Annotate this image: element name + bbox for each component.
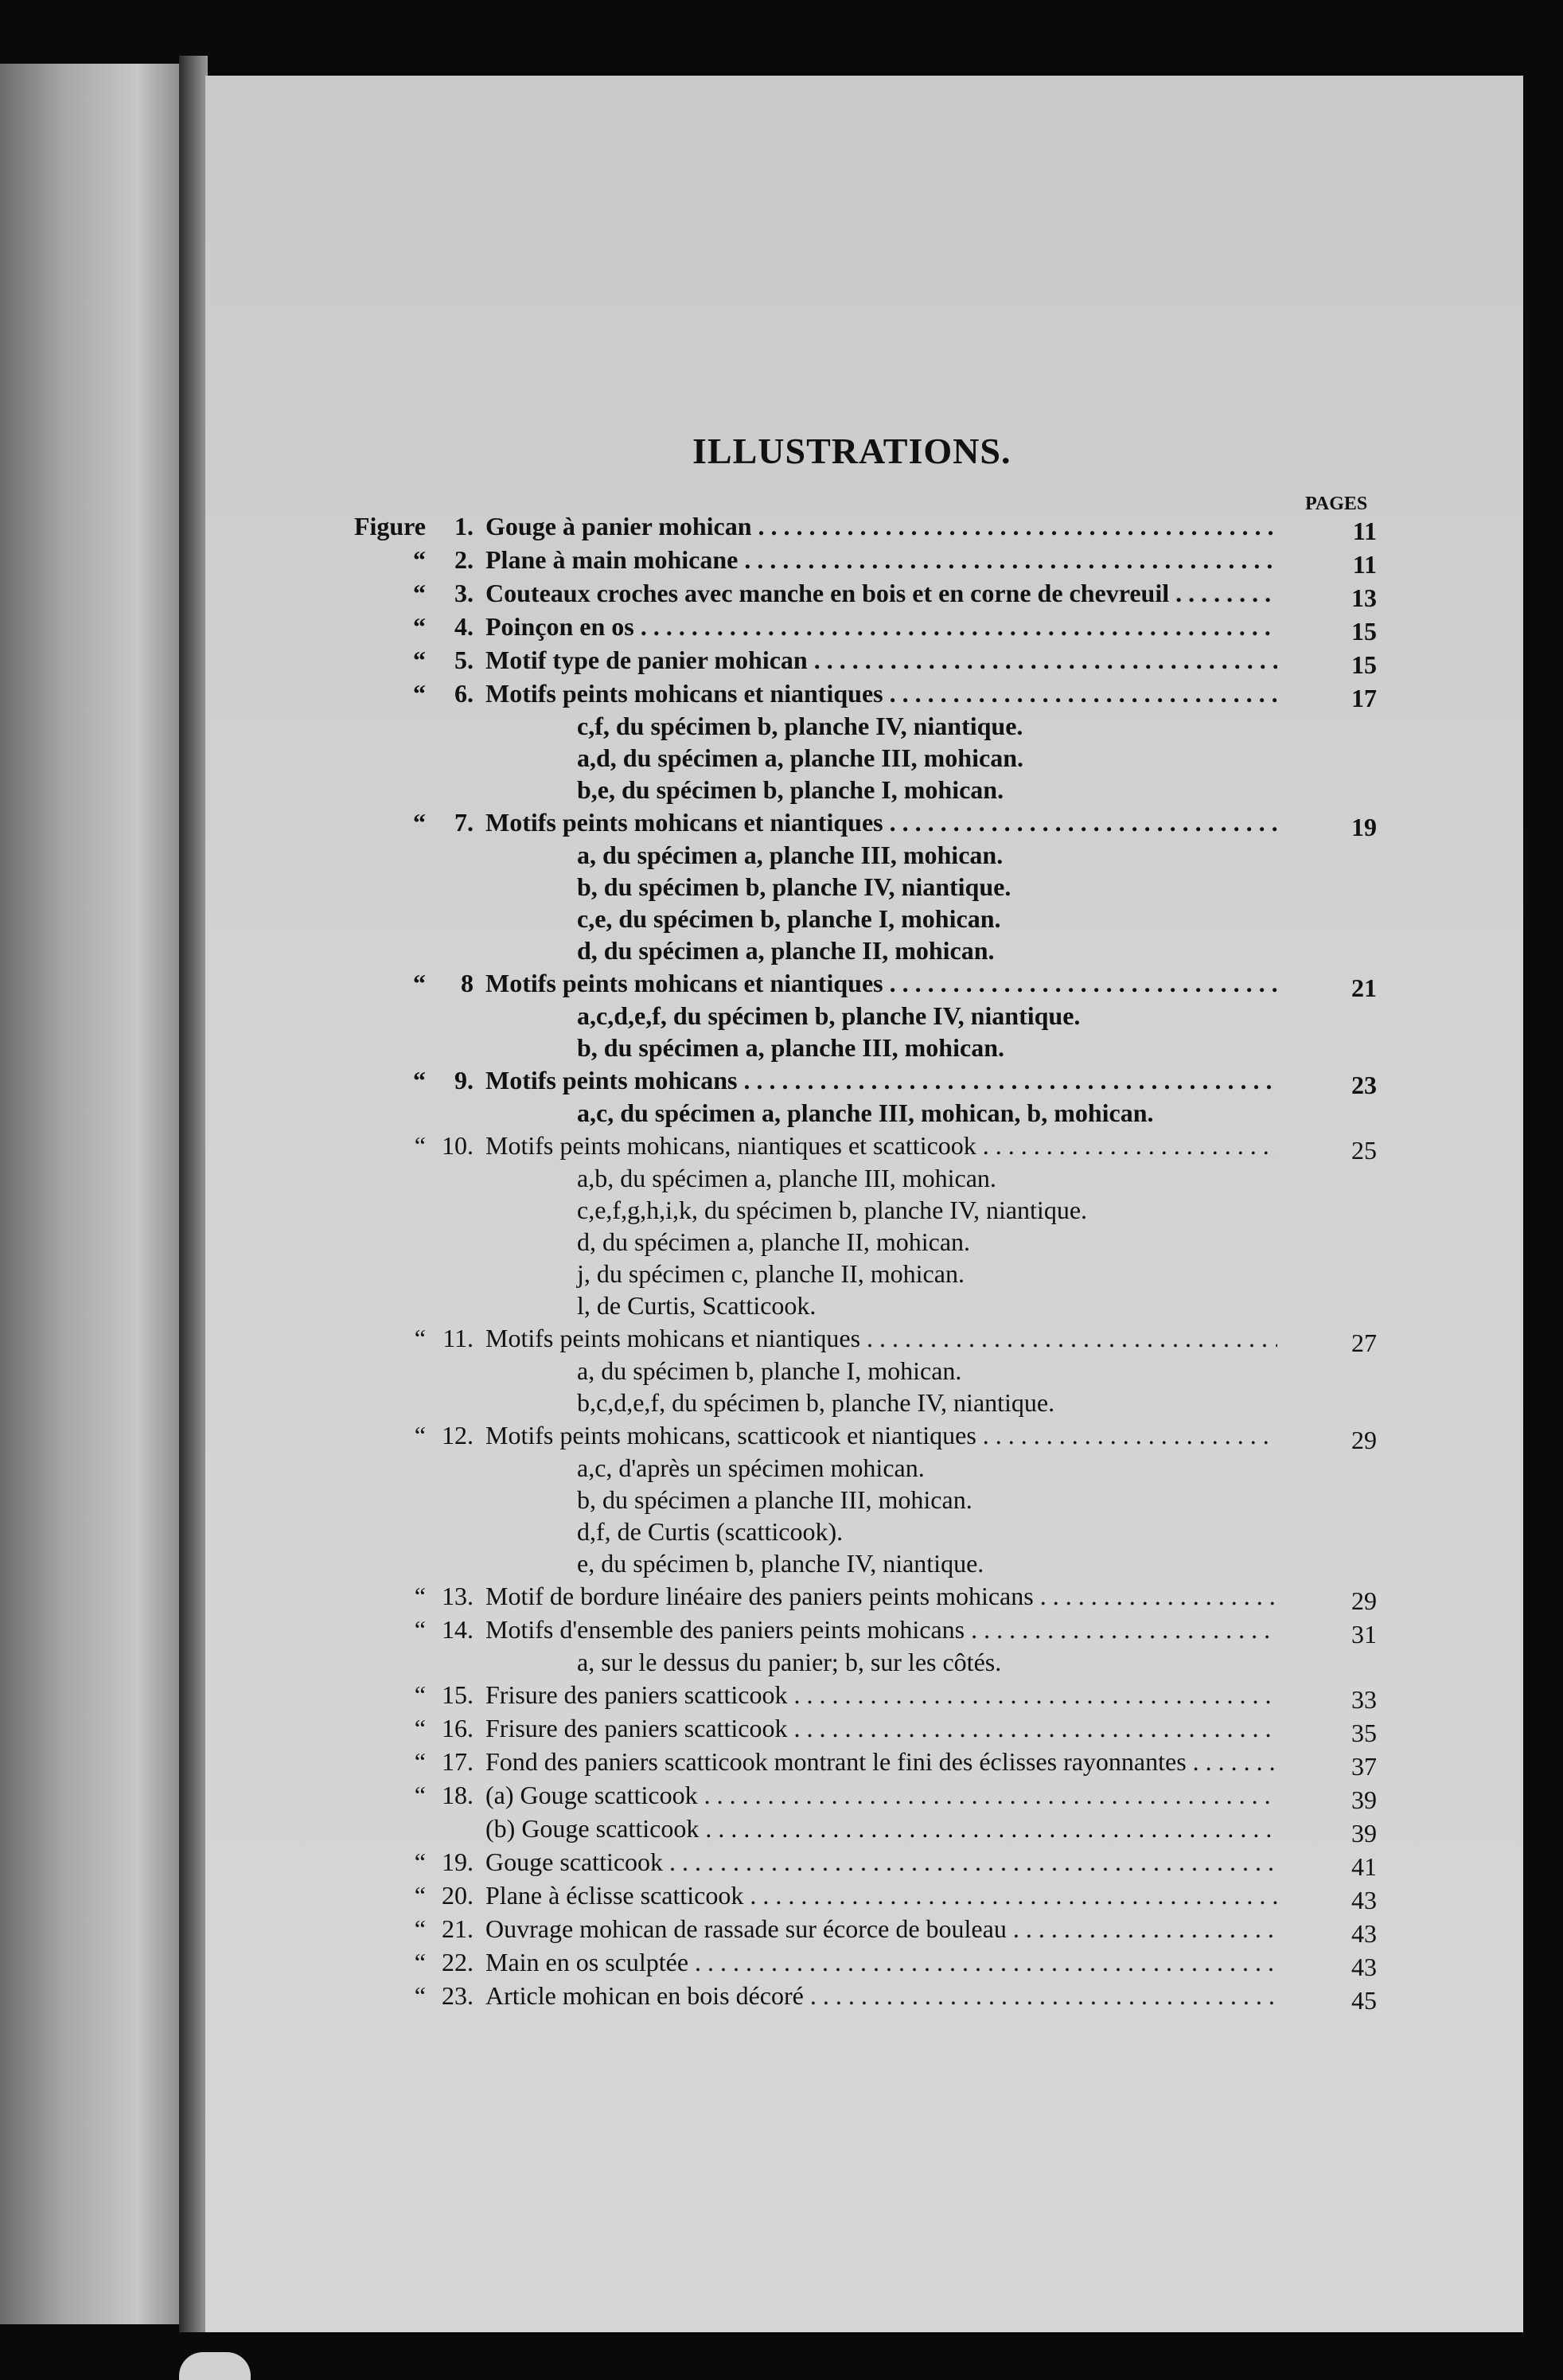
figure-number: 18.: [442, 1781, 474, 1809]
figure-prefix: “: [413, 579, 426, 607]
figure-title: Gouge à panier mohican . . .: [485, 509, 1277, 543]
figure-prefix: Figure: [353, 512, 426, 540]
figure-number: 1.: [454, 512, 474, 540]
list-item: [302, 610, 1377, 646]
page-number: 29: [1351, 1586, 1377, 1615]
left-page-edge: [0, 64, 183, 2324]
page-number: 43: [1351, 1886, 1377, 1914]
figure-number: 3.: [454, 579, 474, 607]
figure-number: 21.: [442, 1914, 474, 1943]
list-item: [302, 1063, 1377, 1097]
figure-title: Plane à éclisse scatticook . . .: [485, 1879, 1277, 1912]
figure-sub-caption: l, de Curtis, Scatticook.: [577, 1291, 817, 1320]
figure-prefix: “: [414, 1680, 426, 1709]
figure-number: 10.: [442, 1131, 474, 1160]
page-number: 13: [1351, 583, 1377, 612]
list-item: [302, 643, 1377, 677]
figure-number: 9.: [454, 1066, 474, 1094]
book-gutter: [179, 56, 208, 2332]
list-item: [302, 1845, 1377, 1879]
page-number: 29: [1351, 1426, 1377, 1454]
figure-prefix: “: [413, 646, 426, 674]
figure-prefix: “: [414, 1714, 426, 1742]
list-item: [302, 509, 1377, 543]
figure-prefix: “: [414, 1914, 426, 1943]
figure-sub-caption: b, du spécimen b, planche IV, niantique.: [577, 872, 1011, 901]
figure-sub-caption: b,c,d,e,f, du spécimen b, planche IV, niantique.: [577, 1388, 1055, 1417]
figure-number: 5.: [454, 646, 474, 674]
figure-number: 11.: [442, 1324, 474, 1352]
page-number: 37: [1351, 1752, 1377, 1781]
figure-sub-caption: a,c, du spécimen a, planche III, mohican, b, mohican.: [577, 1098, 1154, 1127]
list-item: [302, 1678, 1377, 1714]
page-number: 39: [1351, 1785, 1377, 1814]
figure-sub-caption: b, du spécimen a planche III, mohican.: [577, 1485, 972, 1514]
page-title: ILLUSTRATIONS.: [692, 431, 1011, 471]
figure-number: 14.: [442, 1615, 474, 1644]
list-item: [302, 1745, 1377, 1781]
figure-number: 19.: [442, 1847, 474, 1876]
list-item: [302, 1613, 1377, 1646]
figure-sub-caption: a,d, du spécimen a, planche III, mohican.: [577, 743, 1023, 772]
page-number: 45: [1351, 1986, 1377, 2015]
figure-sub-caption: a,b, du spécimen a, planche III, mohican.: [577, 1164, 996, 1192]
figure-prefix: “: [414, 1324, 426, 1352]
list-item: [302, 1129, 1377, 1165]
figure-prefix: “: [413, 808, 426, 837]
figure-number: 12.: [442, 1421, 474, 1449]
figure-number: 23.: [442, 1981, 474, 2010]
list-item: [302, 1321, 1377, 1355]
figure-number: 6.: [454, 679, 474, 708]
figure-title: (b) Gouge scatticook . . .: [485, 1812, 1277, 1845]
figure-sub-caption: j, du spécimen c, planche II, mohican.: [577, 1259, 965, 1288]
page-number: 35: [1351, 1719, 1377, 1747]
figure-sub-caption: a, du spécimen a, planche III, mohican.: [577, 841, 1004, 869]
list-item: [302, 1418, 1377, 1452]
figure-prefix: “: [414, 1421, 426, 1449]
figure-number: 15.: [442, 1680, 474, 1709]
figure-prefix: “: [413, 969, 426, 997]
figure-title: Article mohican en bois décoré . . .: [485, 1979, 1277, 2012]
figure-sub-caption: d,f, de Curtis (scatticook).: [577, 1517, 844, 1546]
page-number: 21: [1351, 973, 1377, 1002]
list-item: [302, 1912, 1377, 1948]
figure-prefix: “: [413, 1066, 426, 1094]
figure-prefix: “: [414, 1881, 426, 1910]
figure-sub-caption: b, du spécimen a, planche III, mohican.: [577, 1033, 1004, 1062]
list-item: [302, 966, 1377, 1000]
figure-title: Motifs peints mohicans et niantiques . . .: [485, 966, 1277, 1000]
page-number: 43: [1351, 1953, 1377, 1981]
figure-number: 17.: [442, 1747, 474, 1776]
figure-title: Plane à main mohicane . . .: [485, 543, 1277, 576]
figure-title: Main en os sculptée . . .: [485, 1945, 1277, 1979]
figure-prefix: “: [414, 1582, 426, 1610]
page-number: 27: [1351, 1329, 1377, 1357]
figure-sub-caption: d, du spécimen a, planche II, mohican.: [577, 1227, 971, 1256]
figure-prefix: “: [414, 1981, 426, 2010]
page-number: 25: [1351, 1136, 1377, 1165]
page-number: 15: [1351, 650, 1377, 679]
page-number: 19: [1351, 813, 1377, 841]
figure-number: 4.: [454, 612, 474, 641]
page-number: 17: [1351, 684, 1377, 712]
figure-sub-caption: b,e, du spécimen b, planche I, mohican.: [577, 775, 1004, 804]
figure-prefix: “: [414, 1747, 426, 1776]
figure-title: Ouvrage mohican de rassade sur écorce de bouleau . . .: [485, 1912, 1277, 1945]
figure-number: 22.: [442, 1948, 474, 1976]
figure-prefix: “: [414, 1847, 426, 1876]
figure-title: Couteaux croches avec manche en bois et en corne de chevreuil . . .: [485, 576, 1277, 610]
list-item: [302, 1945, 1377, 1979]
list-item: [302, 806, 1377, 839]
figure-title: Motifs peints mohicans et niantiques . . .: [485, 677, 1277, 710]
list-item: [302, 1812, 1377, 1845]
figure-sub-caption: d, du spécimen a, planche II, mohican.: [577, 936, 995, 965]
figure-sub-caption: c,f, du spécimen b, planche IV, niantique.: [577, 712, 1023, 740]
figure-number: 8: [461, 969, 474, 997]
illustrations-list: [302, 509, 1377, 2015]
figure-prefix: “: [414, 1615, 426, 1644]
figure-title: Motifs peints mohicans, niantiques et scatticook . . .: [485, 1129, 1277, 1162]
figure-title: Fond des paniers scatticook montrant le fini des éclisses rayonnantes . . .: [485, 1745, 1277, 1778]
page-number: 11: [1352, 550, 1377, 579]
figure-number: 16.: [442, 1714, 474, 1742]
figure-sub-caption: e, du spécimen b, planche IV, niantique.: [577, 1549, 984, 1578]
figure-prefix: “: [413, 545, 426, 574]
figure-title: Motifs peints mohicans, scatticook et niantiques . . .: [485, 1418, 1277, 1452]
figure-sub-caption: a, du spécimen b, planche I, mohican.: [577, 1356, 962, 1385]
list-item: [302, 1778, 1377, 1812]
figure-prefix: “: [414, 1781, 426, 1809]
list-item: [302, 1979, 1377, 2015]
figure-number: 7.: [454, 808, 474, 837]
figure-title: Motifs peints mohicans . . .: [485, 1063, 1277, 1097]
figure-sub-caption: a,c, d'après un spécimen mohican.: [577, 1453, 925, 1482]
figure-prefix: “: [413, 612, 426, 641]
page-number: 39: [1351, 1819, 1377, 1847]
figure-title: Motifs peints mohicans et niantiques . . .: [485, 806, 1277, 839]
list-item: [302, 1579, 1377, 1613]
page-number: 23: [1351, 1071, 1377, 1099]
figure-sub-caption: c,e, du spécimen b, planche I, mohican.: [577, 904, 1001, 933]
figure-title: Poinçon en os . . .: [485, 610, 1277, 643]
page-number: 31: [1351, 1620, 1377, 1648]
figure-title: Motif de bordure linéaire des paniers peints mohicans . . .: [485, 1579, 1277, 1613]
list-item: [302, 677, 1377, 710]
figure-number: 20.: [442, 1881, 474, 1910]
figure-sub-caption: a,c,d,e,f, du spécimen b, planche IV, niantique.: [577, 1001, 1081, 1030]
figure-title: Frisure des paniers scatticook . . .: [485, 1711, 1277, 1745]
figure-title: Frisure des paniers scatticook . . .: [485, 1678, 1277, 1711]
figure-title: Motifs peints mohicans et niantiques . . .: [485, 1321, 1277, 1355]
page-number: 15: [1351, 617, 1377, 646]
list-item: [302, 543, 1377, 579]
figure-title: Motif type de panier mohican . . .: [485, 643, 1277, 677]
list-item: [302, 1879, 1377, 1912]
page-number: 33: [1351, 1685, 1377, 1714]
page-number: 43: [1351, 1919, 1377, 1948]
pages-column-label: PAGES: [1305, 494, 1368, 514]
figure-prefix: “: [414, 1948, 426, 1976]
page-corner-mark: [179, 2352, 251, 2380]
figure-number: 2.: [454, 545, 474, 574]
figure-sub-caption: a, sur le dessus du panier; b, sur les côtés.: [577, 1648, 1002, 1676]
figure-title: Gouge scatticook . . .: [485, 1845, 1277, 1879]
list-item: [302, 1711, 1377, 1745]
page-number: 41: [1351, 1852, 1377, 1881]
figure-number: 13.: [442, 1582, 474, 1610]
figure-title: Motifs d'ensemble des paniers peints mohicans . . .: [485, 1613, 1277, 1646]
page-number: 11: [1352, 517, 1377, 545]
figure-prefix: “: [413, 679, 426, 708]
figure-prefix: “: [414, 1131, 426, 1160]
figure-sub-caption: c,e,f,g,h,i,k, du spécimen b, planche IV, niantique.: [577, 1196, 1088, 1224]
figure-title: (a) Gouge scatticook . . .: [485, 1778, 1277, 1812]
list-item: [302, 576, 1377, 610]
